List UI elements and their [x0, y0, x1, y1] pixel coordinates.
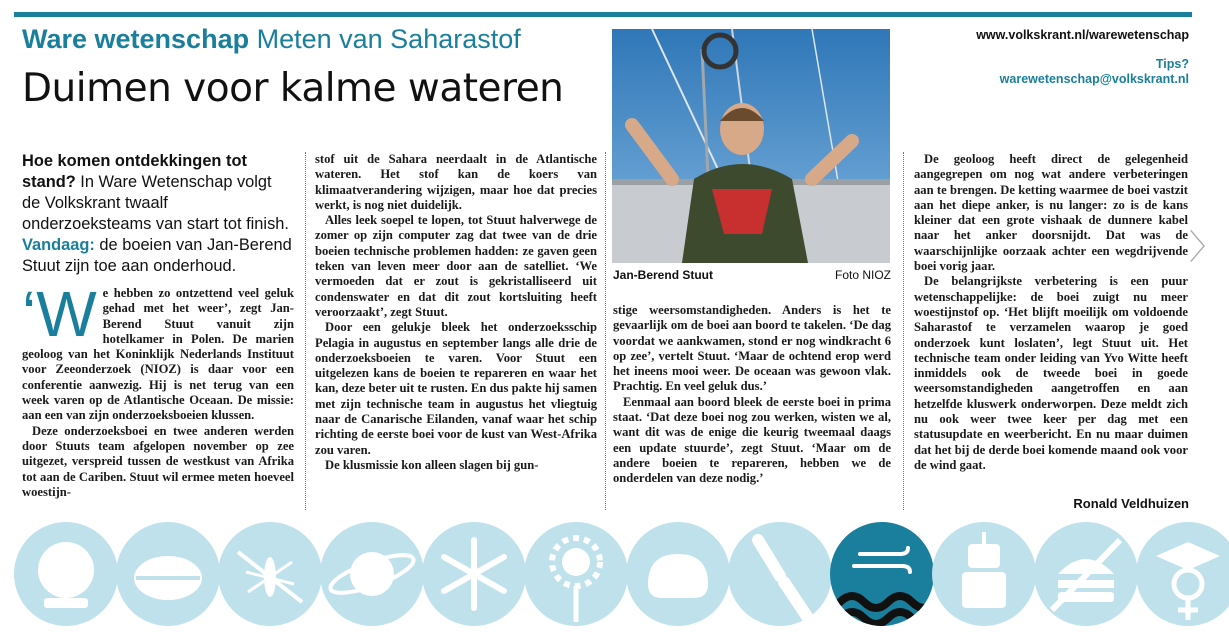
section-url-link[interactable]: www.volkskrant.nl/warewetenschap: [976, 28, 1189, 42]
paragraph: De belangrijkste verbetering is een puur wetenschappelijke: de boei zuigt nu meer woestijnstof op. ‘Het blijft moeilijk om voldoende Saharastof te verzamelen waarop je goed onderzoek kunt loslaten’, legt Stuut uit. Het technische team onder leiding van Yvo Witte heeft inmiddels ook de tweede boei in goede weersomstandigheden aangetroffen en aan hetzelfde kluswerk onderworpen. Deze meldt zich nu ook weer twee keer per dag met een statusupdate en weerbericht. En nu maar duimen dat het bij de derde boei komende maand ook voor de wind gaat.: [914, 274, 1188, 472]
robot-icon[interactable]: [932, 522, 1036, 626]
paragraph: De klusmissie kon alleen slagen bij gun-: [325, 457, 539, 472]
column-4-body: [914, 152, 1188, 473]
tips-email-link[interactable]: warewetenschap@volkskrant.nl: [999, 72, 1189, 86]
paragraph: e hebben zo ontzettend veel geluk gehad met het weer’, zegt Jan-Berend Stuut vanuit zijn hotelkamer in Polen. De marien geoloog van het Koninklijk Nederlands Instituut voor Zeeonderzoek (NIOZ) is daar voor een conferentie aanwezig. Hij is net terug van een week varen op de Atlantische Oceaan. De missie: aan een van zijn onderzoeksboeien klussen.: [22, 286, 294, 423]
snowflake-icon[interactable]: [422, 522, 526, 626]
next-page-chevron-icon[interactable]: 〉: [1189, 228, 1223, 268]
column-3-body: [613, 303, 891, 487]
lead-question: Hoe komen ontdekkingen tot stand?: [22, 152, 247, 191]
caption-credit: Foto NIOZ: [834, 268, 891, 282]
series-icon-row: [14, 522, 1224, 632]
wind-waves-icon[interactable]: [830, 522, 934, 626]
section-kicker: [22, 24, 521, 55]
column-1-body: [22, 278, 294, 500]
today-label: Vandaag:: [22, 236, 95, 254]
lead-question-rest: In Ware Wetenschap volgt de Volkskrant twaalf onderzoeksteams van start tot finish.: [22, 173, 289, 233]
paragraph: stof uit de Sahara neerdaalt in de Atlantische wateren. Het stof kan de koers van klimaatverandering wijzigen, maar hoe dat precies werkt, is nog niet duidelijk.: [315, 152, 597, 212]
column-divider: [605, 152, 606, 510]
brain-icon[interactable]: [626, 522, 730, 626]
graduate-gender-icon[interactable]: [1136, 522, 1229, 626]
article-photo: [612, 29, 890, 263]
lead-intro: [22, 151, 294, 277]
column-divider: [903, 152, 904, 510]
paragraph: Door een gelukje bleek het onderzoeksschip Pelagia in augustus en september langs alle drie de onderzoeksboeien te varen. Voor Stuut een uitgelezen kans de boeien te repareren en waar het kan, deze beter uit te rusten. En dus pakte hij samen met zijn technische team in augustus het vliegtuig naar de Canarische Eilanden, vanaf waar het schip richting de eerste boei voor de kust van West-Afrika zou varen.: [315, 320, 597, 457]
pill-icon[interactable]: [116, 522, 220, 626]
section-topic: Meten van Saharastof: [256, 24, 521, 54]
today-text: de boeien van Jan-Berend Stuut zijn toe aan onderhoud.: [22, 236, 292, 275]
paragraph: Eenmaal aan boord bleek de eerste boei in prima staat. ‘Dat deze boei nog zou werken, wisten we al, want dit was de enige die keurig tweemaal daags een update stuurde’, zegt Stuut. ‘Maar om de andere boeien te repareren, hebben we de onderdelen van deze nodig.’: [613, 394, 891, 486]
paragraph: Alles leek soepel te lopen, tot Stuut halverwege de zomer op zijn computer zag dat twee van de drie boeien technische problemen hadden: ze gaven geen teken van leven meer door aan de satelliet. ‘We vermoeden dat er zout is gekristalliseerd uit condenswater en dat dit zout kortsluiting heeft veroorzaakt’, zegt Stuut.: [315, 213, 597, 319]
tips-block: [1000, 57, 1189, 87]
author-signature: Ronald Veldhuizen: [1073, 496, 1189, 511]
tips-label: Tips?: [1155, 57, 1189, 71]
planet-icon[interactable]: [320, 522, 424, 626]
crystal-ball-icon[interactable]: [14, 522, 118, 626]
top-accent-bar: [14, 12, 1192, 17]
knee-joint-icon[interactable]: [728, 522, 832, 626]
article-headline: Duimen voor kalme wateren: [22, 66, 564, 111]
paragraph: De geoloog heeft direct de gelegenheid aangegrepen om nog wat andere verbeteringen aan te brengen. De ketting waarmee de boei vastzit aan het diepe anker, is nu langer: zo is de kans kleiner dat een grote vishaak de dunnere kabel naar het anker doorsnijdt. Dat was de waarschijnlijke oorzaak achter een wegdrijvende boei vorig jaar.: [914, 152, 1188, 274]
paragraph: stige weersomstandigheden. Anders is het te gevaarlijk om de boei aan boord te takelen. ‘De dag voordat we aankwamen, stond er nog windkracht 6 op zee’, vertelt Stuut. ‘Maar de ochtend erop werd het ineens mooi weer. De oceaan was gewoon vlak. Prachtig. En veel geluk dus.’: [613, 303, 891, 394]
mosquito-icon[interactable]: [218, 522, 322, 626]
photo-caption: [613, 268, 891, 282]
section-name: Ware wetenschap: [22, 24, 250, 54]
caption-name: Jan-Berend Stuut: [613, 268, 714, 282]
sunflower-icon[interactable]: [524, 522, 628, 626]
column-divider: [305, 152, 306, 510]
no-burger-icon[interactable]: [1034, 522, 1138, 626]
paragraph: Deze onderzoeksboei en twee anderen werden door Stuuts team afgelopen november op zee uitgezet, verspreid tussen de westkust van Afrika tot aan de Cariben. Stuut wil ermee meten hoeveel woestijn-: [22, 423, 294, 499]
drop-cap: ‘W: [22, 278, 97, 350]
researcher-on-buoy-image: [612, 29, 890, 263]
column-2-body: [315, 152, 597, 473]
